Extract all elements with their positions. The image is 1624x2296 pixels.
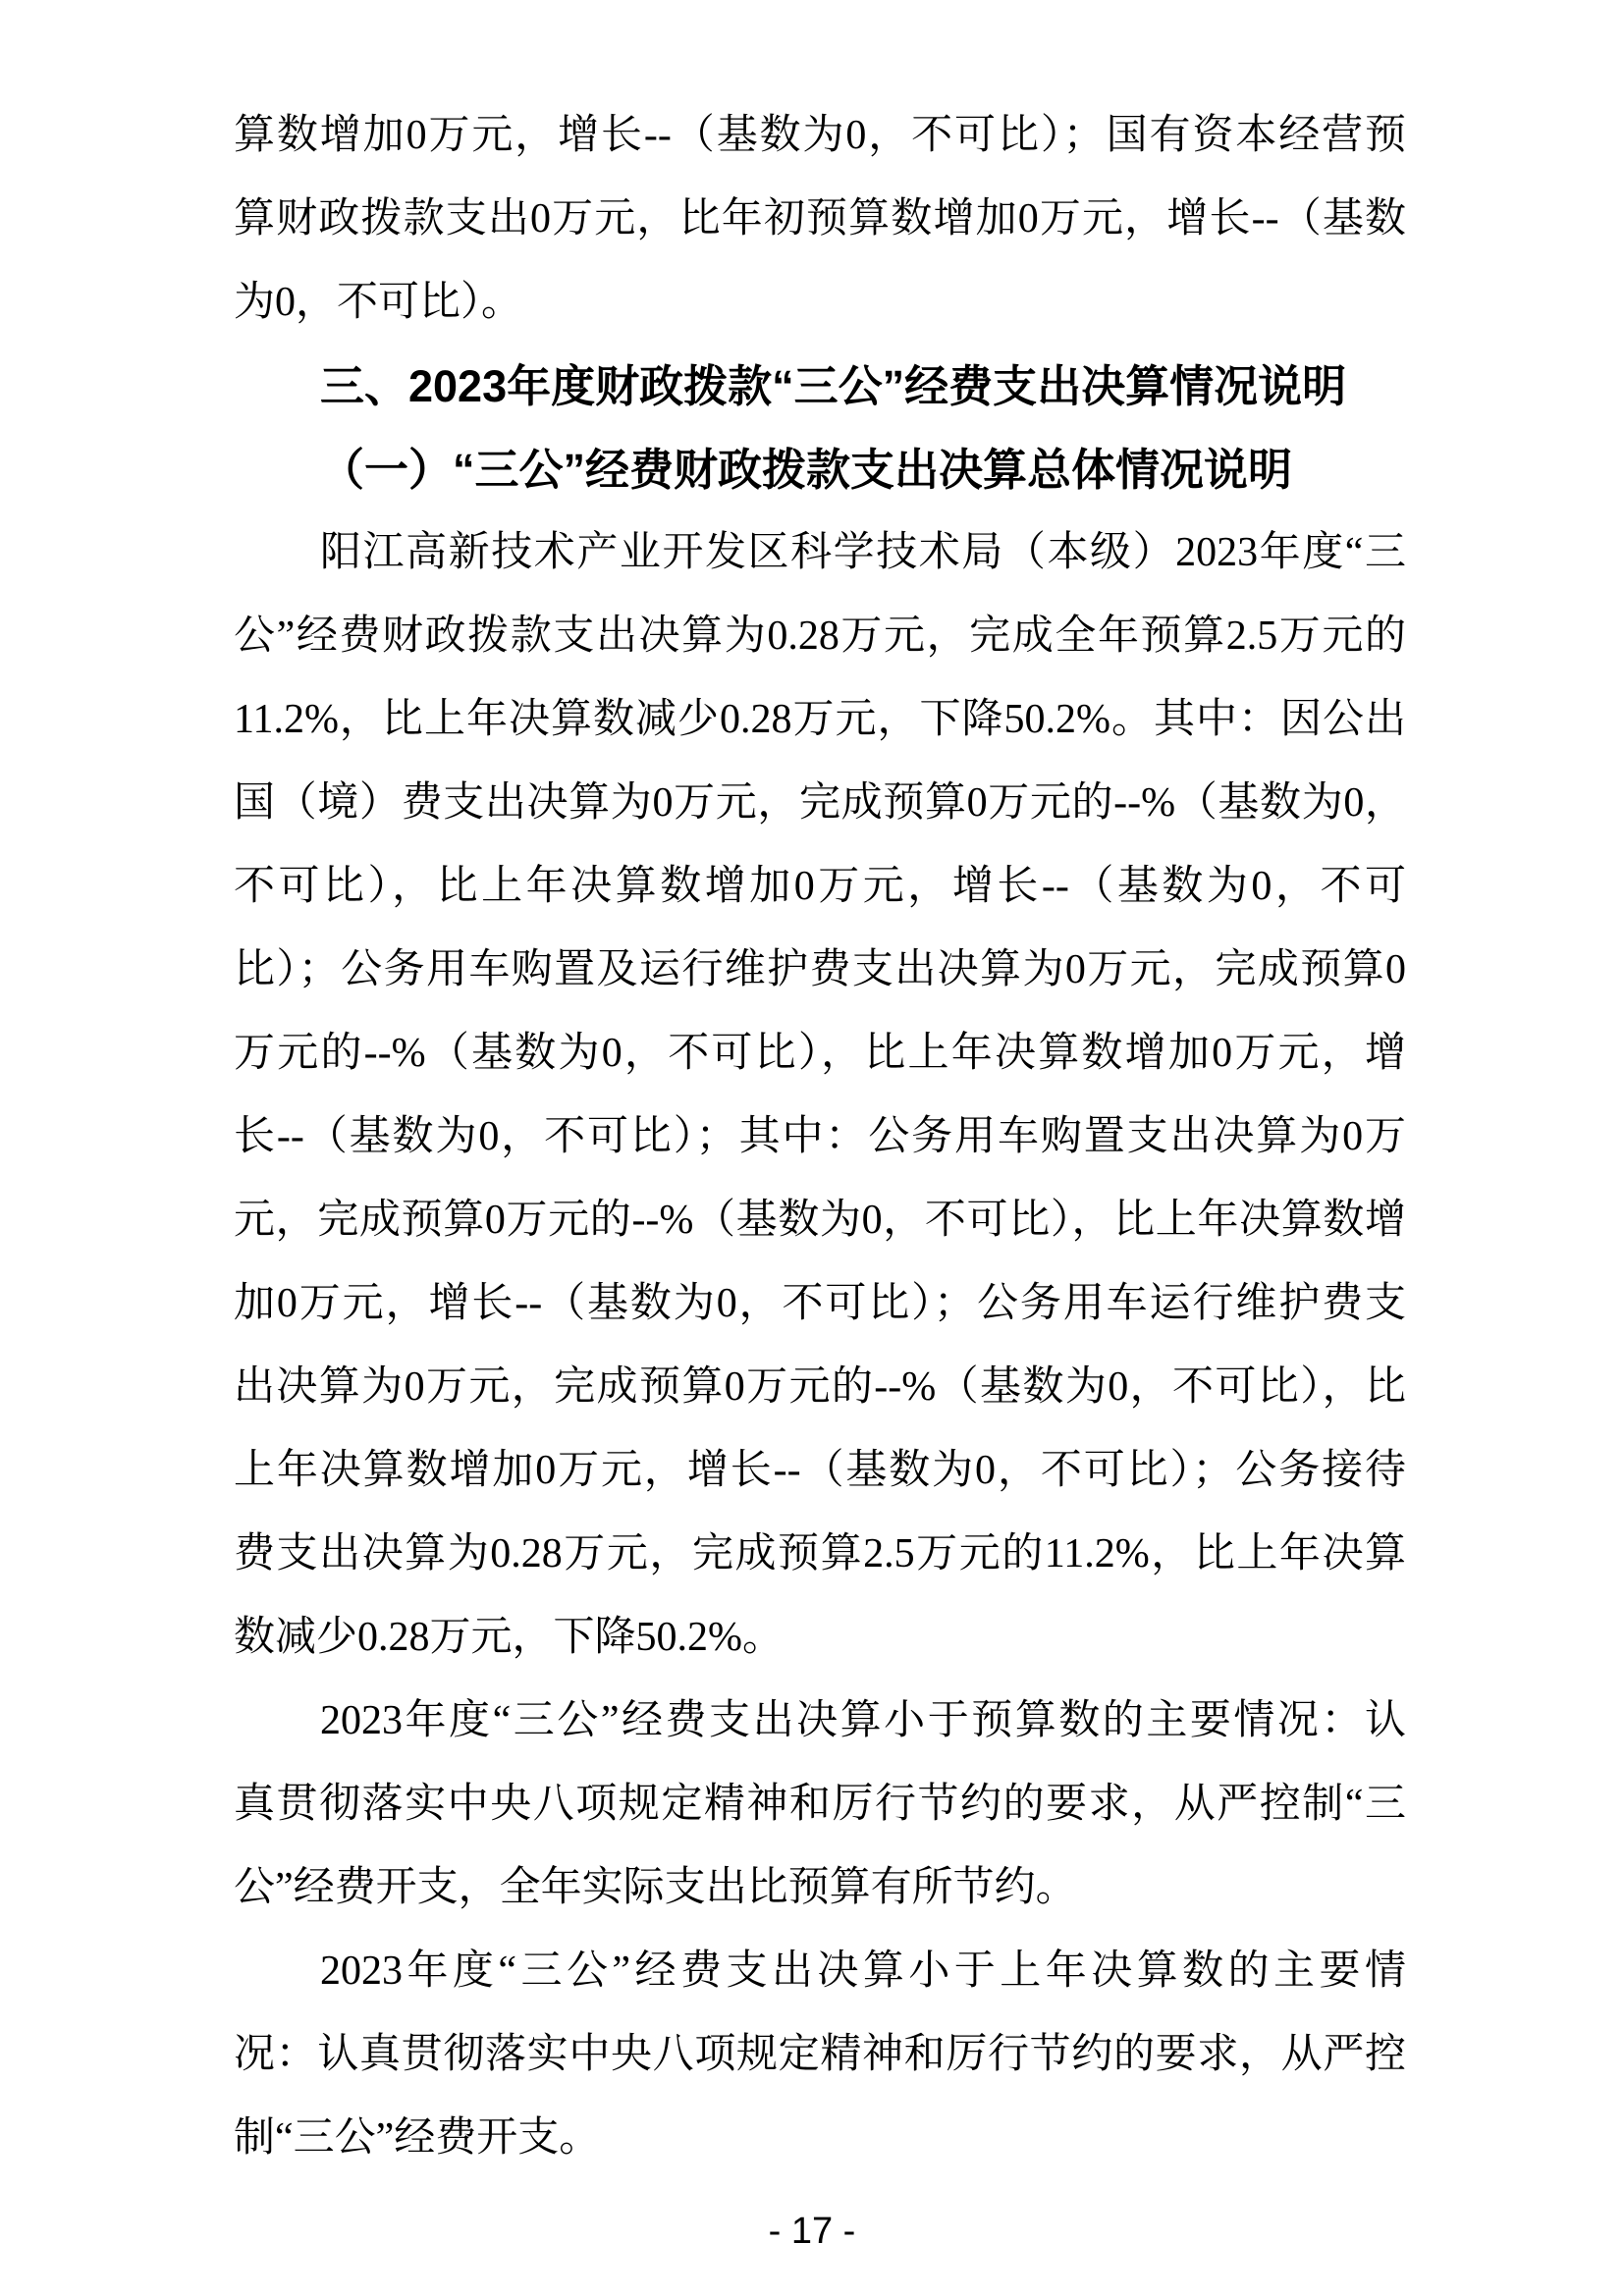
text-line: 国（境）费支出决算为0万元，完成预算0万元的--%（基数为0， [234, 780, 1406, 826]
text-line: 算财政拨款支出0万元，比年初预算数增加0万元，增长--（基数 [234, 196, 1406, 241]
document-content [234, 94, 1406, 2180]
text-line: 数减少0.28万元，下降50.2%。 [234, 1615, 784, 1660]
subsection-heading: （一）“三公”经费财政拨款支出决算总体情况说明 [320, 445, 1293, 495]
text-line: 2023年度“三公”经费支出决算小于上年决算数的主要情 [320, 1949, 1406, 1994]
text-line: 比）；公务用车购置及运行维护费支出决算为0万元，完成预算0 [234, 947, 1406, 992]
text-line: 况：认真贯彻落实中央八项规定精神和厉行节约的要求，从严控 [234, 2032, 1406, 2077]
text-line: 真贯彻落实中央八项规定精神和厉行节约的要求，从严控制“三 [234, 1782, 1406, 1827]
text-line: 长--（基数为0，不可比）；其中：公务用车购置支出决算为0万 [234, 1114, 1406, 1159]
page-number: - 17 - [768, 2211, 856, 2252]
text-line: 元，完成预算0万元的--%（基数为0，不可比），比上年决算数增 [234, 1198, 1406, 1243]
text-line: 出决算为0万元，完成预算0万元的--%（基数为0，不可比），比 [234, 1364, 1406, 1410]
text-line: 公”经费开支，全年实际支出比预算有所节约。 [234, 1865, 1077, 1910]
text-line: 阳江高新技术产业开发区科学技术局（本级）2023年度“三 [320, 530, 1406, 575]
text-line: 加0万元，增长--（基数为0，不可比）；公务用车运行维护费支 [234, 1281, 1406, 1326]
text-line: 制“三公”经费开支。 [234, 2115, 601, 2161]
text-line: 万元的--%（基数为0，不可比），比上年决算数增加0万元，增 [234, 1031, 1406, 1076]
text-line: 为0，不可比）。 [234, 280, 523, 325]
text-line: 不可比），比上年决算数增加0万元，增长--（基数为0，不可 [234, 864, 1406, 909]
text-line: 费支出决算为0.28万元，完成预算2.5万元的11.2%，比上年决算 [234, 1531, 1406, 1576]
text-line: 算数增加0万元，增长--（基数为0，不可比）；国有资本经营预 [234, 113, 1406, 158]
section-heading: 三、2023年度财政拨款“三公”经费支出决算情况说明 [320, 361, 1347, 411]
text-line: 公”经费财政拨款支出决算为0.28万元，完成全年预算2.5万元的 [234, 614, 1406, 659]
text-line: 上年决算数增加0万元，增长--（基数为0，不可比）；公务接待 [234, 1448, 1406, 1493]
text-line: 2023年度“三公”经费支出决算小于预算数的主要情况：认 [320, 1698, 1406, 1743]
text-line: 11.2%，比上年决算数减少0.28万元，下降50.2%。其中：因公出 [234, 697, 1406, 742]
